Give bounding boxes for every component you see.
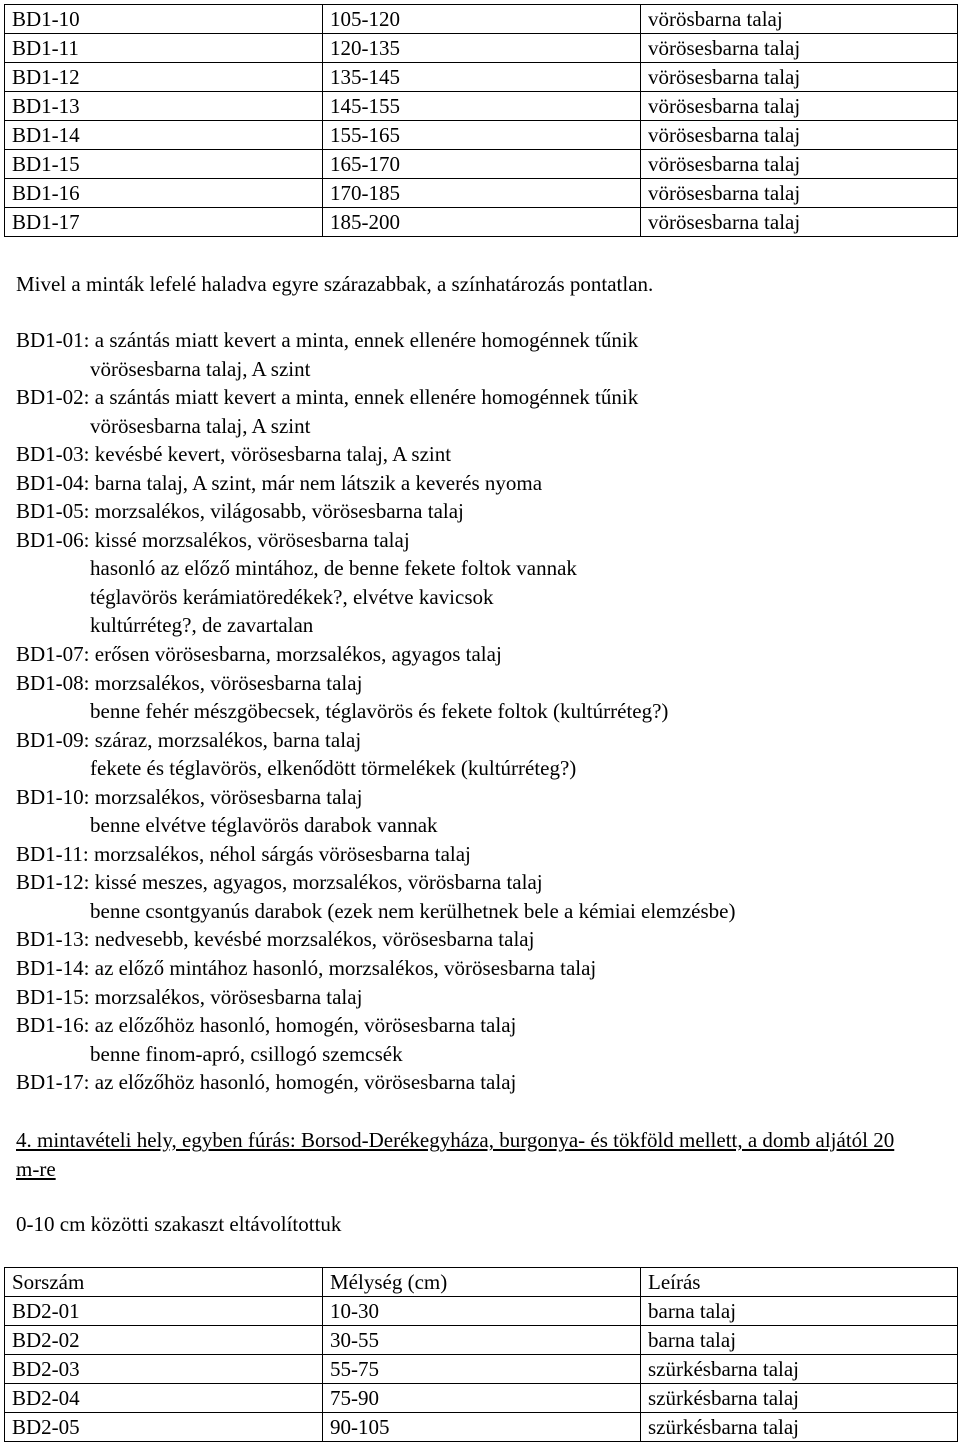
description-line: BD1-15: morzsalékos, vörösesbarna talaj	[16, 984, 363, 1009]
description-continuation: benne fehér mészgöbecsek, téglavörös és fekete foltok (kultúrréteg?)	[90, 699, 669, 724]
depth-cell: 170-185	[323, 179, 641, 208]
table-row	[5, 63, 958, 92]
depth-cell: 185-200	[323, 208, 641, 237]
description-continuation: vörösesbarna talaj, A szint	[90, 356, 311, 381]
table-row	[5, 121, 958, 150]
depth-cell: 55-75	[323, 1355, 641, 1384]
table-row	[5, 5, 958, 34]
description-cell: vörösesbarna talaj	[641, 121, 958, 150]
description-cell: vörösesbarna talaj	[641, 150, 958, 179]
description-cell: vörösesbarna talaj	[641, 179, 958, 208]
depth-cell: 30-55	[323, 1326, 641, 1355]
table-row	[5, 1413, 958, 1442]
description-line: BD1-01: a szántás miatt kevert a minta, ennek ellenére homogénnek tűnik	[16, 328, 639, 352]
table-row	[5, 1326, 958, 1355]
description-line: BD1-07: erősen vörösesbarna, morzsalékos, agyagos talaj	[16, 642, 502, 667]
sample-id-cell: BD2-03	[5, 1355, 323, 1384]
sample-id-cell: BD2-05	[5, 1413, 323, 1442]
table-row	[5, 92, 958, 121]
depth-cell: 120-135	[323, 34, 641, 63]
description-line: BD1-10: morzsalékos, vörösesbarna talaj	[16, 784, 363, 809]
description-line: BD1-17: az előzőhöz hasonló, homogén, vörösesbarna talaj	[16, 1070, 517, 1095]
depth-cell: 145-155	[323, 92, 641, 121]
table-row	[5, 1384, 958, 1413]
description-continuation: hasonló az előző mintához, de benne fekete foltok vannak	[90, 556, 577, 581]
depth-cell: 105-120	[323, 5, 641, 34]
description-continuation: benne finom-apró, csillogó szemcsék	[90, 1041, 403, 1066]
table-row	[5, 150, 958, 179]
description-line: BD1-02: a szántás miatt kevert a minta, ennek ellenére homogénnek tűnik	[16, 385, 639, 410]
table-row	[5, 1355, 958, 1384]
depth-cell: 165-170	[323, 150, 641, 179]
bottom-sample-table	[4, 1267, 958, 1442]
description-line: BD1-13: nedvesebb, kevésbé morzsalékos, vörösesbarna talaj	[16, 927, 535, 952]
description-cell: barna talaj	[641, 1326, 958, 1355]
removed-section-note: 0-10 cm közötti szakaszt eltávolítottuk	[16, 1212, 342, 1236]
description-line: BD1-16: az előzőhöz hasonló, homogén, vörösesbarna talaj	[16, 1013, 517, 1038]
description-line: BD1-11: morzsalékos, néhol sárgás vörösesbarna talaj	[16, 841, 471, 866]
column-header: Leírás	[641, 1268, 958, 1297]
sample-id-cell: BD1-16	[5, 179, 323, 208]
description-line: BD1-08: morzsalékos, vörösesbarna talaj	[16, 670, 363, 695]
description-line: BD1-06: kissé morzsalékos, vörösesbarna talaj	[16, 527, 410, 552]
description-continuation: téglavörös kerámiatöredékek?, elvétve kavicsok	[90, 584, 494, 609]
table-row	[5, 179, 958, 208]
section-heading: 4. mintavételi hely, egyben fúrás: Borsod-Derékegyháza, burgonya- és tökföld mellett, a domb aljától 20 m-re	[16, 1128, 895, 1181]
description-cell: vörösesbarna talaj	[641, 208, 958, 237]
sample-id-cell: BD1-11	[5, 34, 323, 63]
sample-id-cell: BD2-04	[5, 1384, 323, 1413]
description-line: BD1-09: száraz, morzsalékos, barna talaj	[16, 727, 362, 752]
description-continuation: benne elvétve téglavörös darabok vannak	[90, 813, 438, 838]
depth-cell: 155-165	[323, 121, 641, 150]
description-line: BD1-04: barna talaj, A szint, már nem látszik a keverés nyoma	[16, 470, 543, 495]
description-line: BD1-05: morzsalékos, világosabb, vörösesbarna talaj	[16, 499, 464, 524]
description-cell: vörösesbarna talaj	[641, 63, 958, 92]
sample-id-cell: BD2-01	[5, 1297, 323, 1326]
table-header-row	[5, 1268, 958, 1297]
sample-id-cell: BD1-13	[5, 92, 323, 121]
description-cell: vörösesbarna talaj	[641, 92, 958, 121]
description-cell: szürkésbarna talaj	[641, 1355, 958, 1384]
depth-cell: 75-90	[323, 1384, 641, 1413]
top-sample-table	[4, 4, 958, 237]
table-row	[5, 34, 958, 63]
table-row	[5, 1297, 958, 1326]
sample-id-cell: BD1-10	[5, 5, 323, 34]
description-line: BD1-12: kissé meszes, agyagos, morzsalékos, vörösbarna talaj	[16, 870, 543, 895]
description-line: BD1-03: kevésbé kevert, vörösesbarna talaj, A szint	[16, 442, 452, 467]
column-header: Mélység (cm)	[323, 1268, 641, 1297]
description-cell: szürkésbarna talaj	[641, 1413, 958, 1442]
description-cell: szürkésbarna talaj	[641, 1384, 958, 1413]
depth-cell: 10-30	[323, 1297, 641, 1326]
sample-id-cell: BD1-14	[5, 121, 323, 150]
table-row	[5, 208, 958, 237]
description-continuation: fekete és téglavörös, elkenődött törmelékek (kultúrréteg?)	[90, 756, 577, 781]
sample-id-cell: BD2-02	[5, 1326, 323, 1355]
sample-id-cell: BD1-17	[5, 208, 323, 237]
description-cell: vörösbarna talaj	[641, 5, 958, 34]
depth-cell: 135-145	[323, 63, 641, 92]
depth-cell: 90-105	[323, 1413, 641, 1442]
description-cell: barna talaj	[641, 1297, 958, 1326]
description-continuation: kultúrréteg?, de zavartalan	[90, 613, 314, 638]
description-cell: vörösesbarna talaj	[641, 34, 958, 63]
sample-id-cell: BD1-15	[5, 150, 323, 179]
description-continuation: vörösesbarna talaj, A szint	[90, 413, 311, 438]
sample-descriptions	[16, 326, 946, 1097]
sample-id-cell: BD1-12	[5, 63, 323, 92]
description-continuation: benne csontgyanús darabok (ezek nem kerülhetnek bele a kémiai elemzésbe)	[90, 898, 736, 923]
accuracy-note: Mivel a minták lefelé haladva egyre szárazabbak, a színhatározás pontatlan.	[16, 272, 654, 296]
description-line: BD1-14: az előző mintához hasonló, morzsalékos, vörösesbarna talaj	[16, 956, 597, 981]
column-header: Sorszám	[5, 1268, 323, 1297]
